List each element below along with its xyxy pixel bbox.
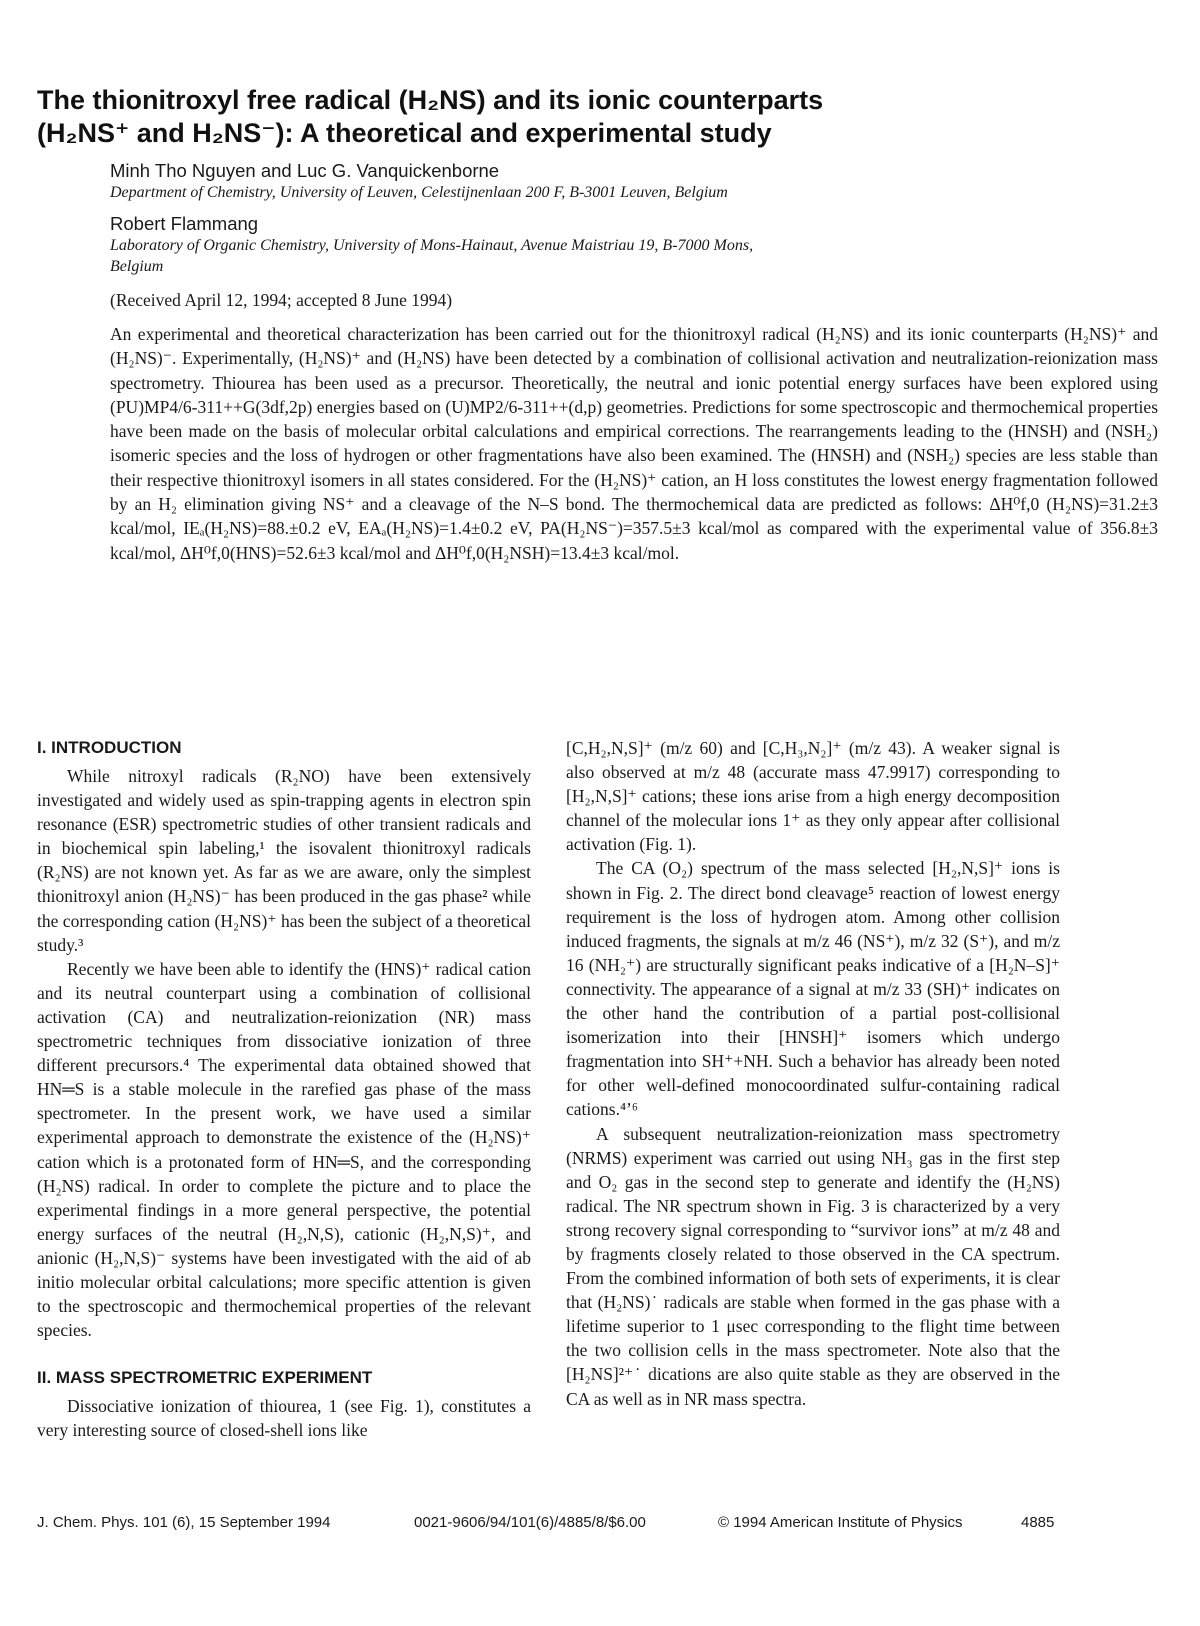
footer-code: 0021-9606/94/101(6)/4885/8/$6.00 (414, 1514, 646, 1531)
intro-paragraph-2: Recently we have been able to identify the (HNS)⁺ radical cation and its neutral counterpart using a combination of collisional activation (CA) and neutralization-reionization (NR) mass spectrometric techniques from dissociative ionization of three different precursors.⁴ The experimental data obtained showed that HN═S is a stable molecule in the rarefied gas phase of the mass spectrometer. In the present work, we have used a similar experimental approach to demonstrate the existence of the (H₂NS)⁺ cation which is a protonated form of HN═S, and the corresponding (H₂NS) radical. In order to complete the picture and to place the experimental findings in a more general perspective, the potential energy surfaces of the neutral (H₂,N,S), cationic (H₂,N,S)⁺, and anionic (H₂,N,S)⁻ systems have been investigated with the aid of ab initio molecular orbital calculations; more specific attention is given to the spectroscopic and thermochemical properties of the relevant species. (37, 958, 531, 1341)
ms-paragraph-1: Dissociative ionization of thiourea, 1 (see Fig. 1), constitutes a very interesting source of closed-shell ions like (37, 1396, 531, 1441)
right-column (566, 736, 1060, 1411)
footer-copyright: © 1994 American Institute of Physics (718, 1514, 963, 1531)
left-column (37, 736, 531, 1442)
abstract: An experimental and theoretical characterization has been carried out for the thionitroxyl radical (H₂NS) and its ionic counterparts (H₂NS)⁺ and (H₂NS)⁻. Experimentally, (H₂NS)⁺ and (H₂NS) have been detected by a combination of collisional activation and neutralization-reionization mass spectrometry. Thiourea has been used as a precursor. Theoretically, the neutral and ionic potential energy surfaces have been explored using (PU)MP4/6-311++G(3df,2p) energies based on (U)MP2/6-311++(d,p) geometries. Predictions for some spectroscopic and thermochemical properties have been made on the basis of molecular orbital calculations and empirical corrections. The rearrangements leading to the (HNSH) and (NSH₂) isomeric species and the loss of hydrogen or other fragmentations have also been examined. The (HNSH) and (NSH₂) species are less stable than their respective thionitroxyl isomers in all states considered. For the (H₂NS)⁺ cation, an H loss constitutes the lowest energy fragmentation followed by an H₂ elimination giving NS⁺ and a cleavage of the N–S bond. The thermochemical data are predicted as follows: ΔH⁰f,0 (H₂NS)=31.2±3 kcal/mol, IEₐ(H₂NS)=88.±0.2 eV, EAₐ(H₂NS)=1.4±0.2 eV, PA(H₂NS⁻)=357.5±3 kcal/mol as compared with the experimental value of 356.8±3 kcal/mol, ΔH⁰f,0(HNS)=52.6±3 kcal/mol and ΔH⁰f,0(H₂NSH)=13.4±3 kcal/mol. (110, 324, 1158, 563)
intro-paragraph-1: While nitroxyl radicals (R₂NO) have been extensively investigated and widely used as spin-trapping agents in electron spin resonance (ESR) spectrometric studies of other transient radicals and in biochemical spin labeling,¹ the isovalent thionitroxyl radicals (R₂NS) are not known yet. As far as we are aware, only the simplest thionitroxyl anion (H₂NS)⁻ has been produced in the gas phase² while the corresponding cation (H₂NS)⁺ has been the subject of a theoretical study.³ (37, 766, 531, 955)
author-line-2: Robert Flammang (110, 213, 259, 234)
right-paragraph-nrms: A subsequent neutralization-reionization mass spectrometry (NRMS) experiment was carried out using NH₃ gas in the first step and O₂ gas in the second step to generate and identify the (H₂NS) radical. The NR spectrum shown in Fig. 3 is characterized by a very strong recovery signal corresponding to “survivor ions” at m/z 48 and by fragments closely related to those observed in the CA spectrum. From the combined information of both sets of experiments, it is clear that (H₂NS)˙ radicals are stable when formed in the gas phase with a lifetime superior to 1 μsec corresponding to the flight time between the two collision cells in the mass spectrometer. Note also that the [H₂NS]²⁺˙ dications are also quite stable as they are observed in the CA as well as in NR mass spectra. (566, 1123, 1060, 1409)
affiliation-2-line-1: Laboratory of Organic Chemistry, University of Mons-Hainaut, Avenue Maistriau 19, B-7000 Mons, (110, 237, 754, 254)
affiliation-2 (110, 235, 1110, 277)
title-line-2: (H₂NS⁺ and H₂NS⁻): A theoretical and experimental study (37, 118, 772, 148)
footer-journal: J. Chem. Phys. 101 (6), 15 September 1994 (37, 1514, 331, 1531)
author-line-1: Minh Tho Nguyen and Luc G. Vanquickenborne (110, 160, 500, 181)
article-title (37, 84, 1157, 150)
right-paragraph-ca-spectrum: The CA (O₂) spectrum of the mass selected [H₂,N,S]⁺ ions is shown in Fig. 2. The direct bond cleavage⁵ reaction of lowest energy requirement is the loss of hydrogen atom. Among other collision induced fragments, the signals at m/z 46 (NS⁺), m/z 32 (S⁺), and m/z 16 (NH₂⁺) are structurally significant peaks indicative of a [H₂N–S]⁺ connectivity. The appearance of a signal at m/z 33 (SH)⁺ indicates on the other hand the contribution of a partial post-collisional isomerization into their [HNSH]⁺ isomers which undergo fragmentation into SH⁺+NH. Such a behavior has already been noted for other well-defined monocoordinated sulfur-containing radical cations.⁴ʼ⁶ (566, 858, 1060, 1120)
affiliation-1: Department of Chemistry, University of Leuven, Celestijnenlaan 200 F, B-3001 Leuven, Belgium (110, 184, 728, 201)
right-paragraph-continued: [C,H₂,N,S]⁺ (m/z 60) and [C,H₃,N₂]⁺ (m/z 43). A weaker signal is also observed at m/z 48 (accurate mass 47.9917) corresponding to [H₂,N,S]⁺ cations; these ions arise from a high energy decomposition channel of the molecular ions 1⁺ as they only appear after collisional activation (Fig. 1). (566, 738, 1060, 855)
affiliation-2-line-2: Belgium (110, 258, 164, 275)
footer-page-number: 4885 (1021, 1514, 1055, 1531)
title-line-1: The thionitroxyl free radical (H₂NS) and its ionic counterparts (37, 85, 824, 115)
section-heading-mass-spectrometric: II. MASS SPECTROMETRIC EXPERIMENT (37, 1368, 373, 1388)
section-heading-introduction: I. INTRODUCTION (37, 738, 182, 757)
received-dates: (Received April 12, 1994; accepted 8 June 1994) (110, 290, 453, 310)
